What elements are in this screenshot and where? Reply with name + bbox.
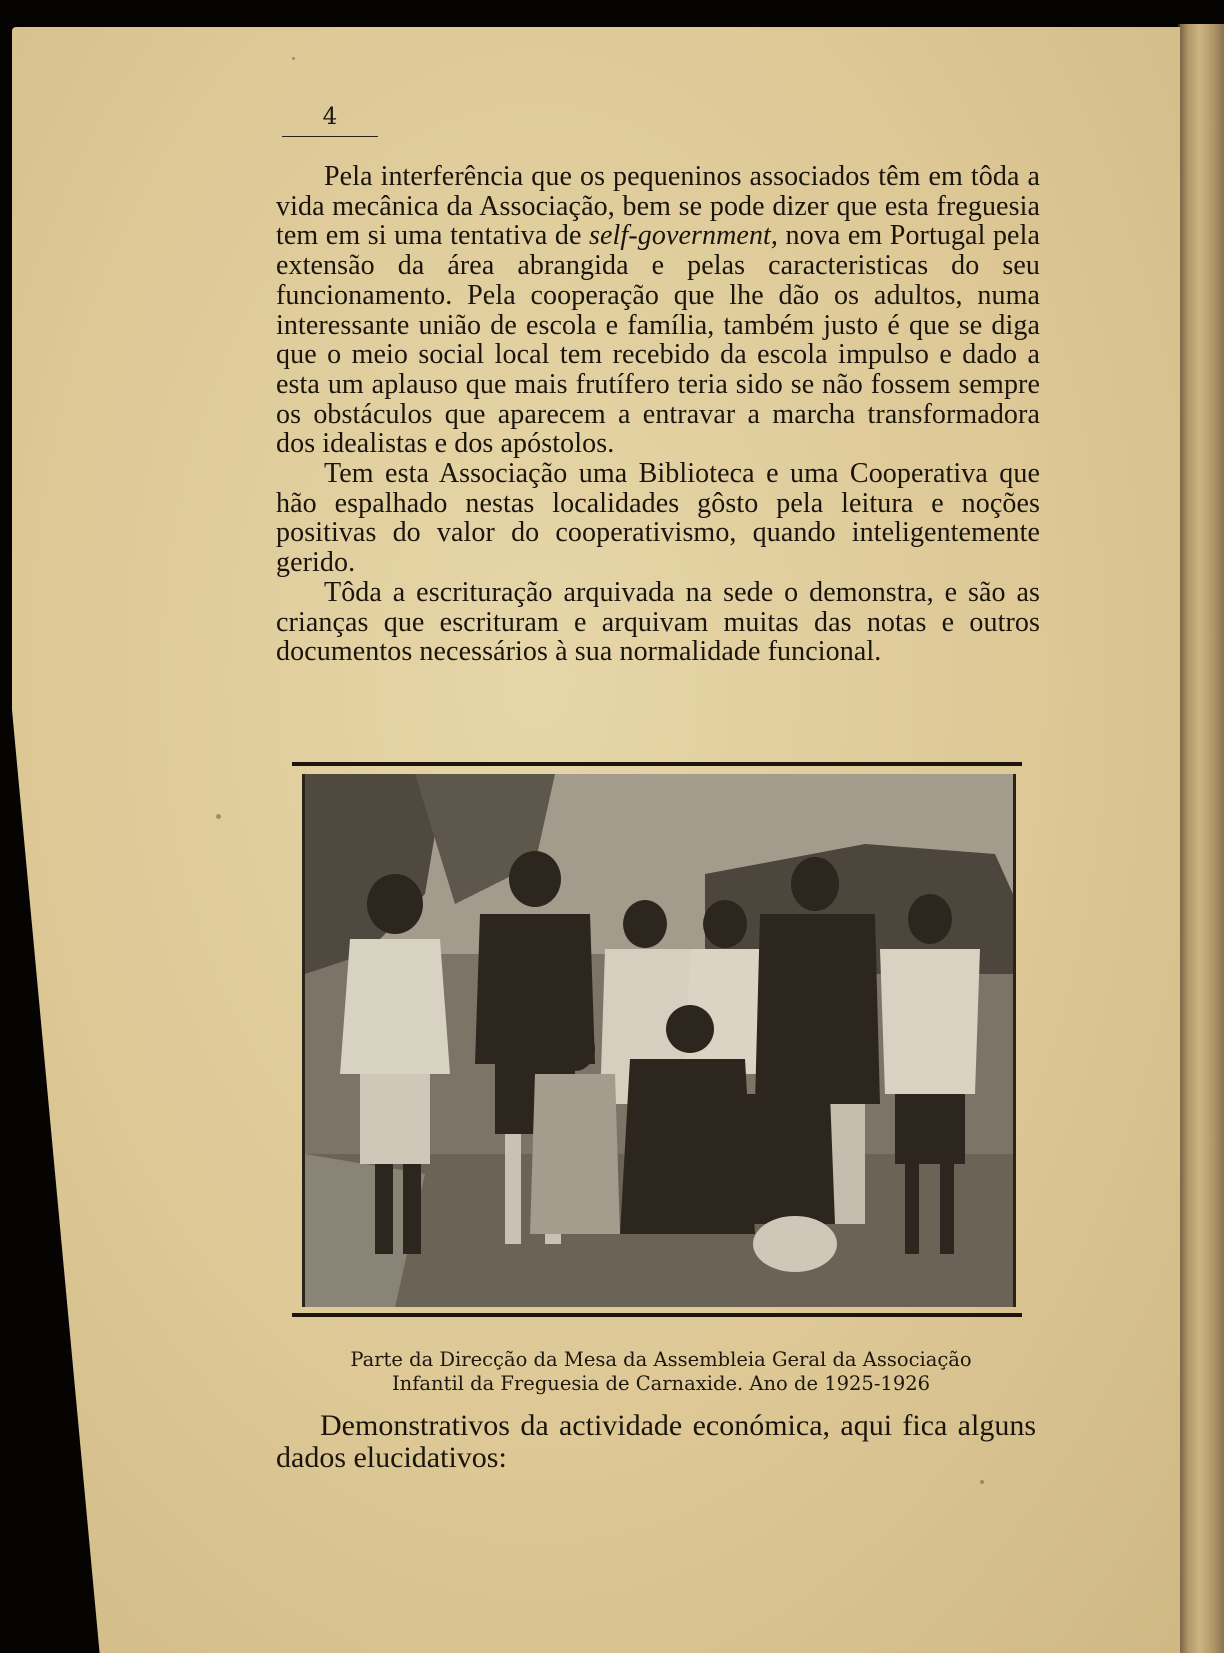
- closing-paragraph: Demonstrativos da actividade económica, aqui fica alguns dados elucidativos:: [276, 1409, 1036, 1474]
- self-government-term: self-government,: [589, 220, 779, 252]
- paper-spot: [216, 814, 221, 819]
- caption-line-1: Parte da Direcção da Mesa da Assembleia Geral da Associação: [350, 1348, 972, 1371]
- paragraph-3: Tôda a escrituração arquivada na sede o demonstra, e são as crianças que escrituram e arquivam muitas das notas e outros documentos necessários à sua normalidade funcional.: [276, 576, 1040, 668]
- paragraph-1-part-a: Pela interferência que os pequeninos associados têm em tôda a vida mecânica da Associação, bem se pode dizer que esta freguesia tem em si uma tentativa de: [276, 161, 1040, 252]
- paragraph-1: [276, 162, 1040, 459]
- closing-text: [276, 1410, 1036, 1474]
- photo-caption: [300, 1348, 1022, 1396]
- paper-spot: [980, 1480, 984, 1484]
- body-text: [276, 162, 1040, 667]
- group-photograph: [302, 774, 1016, 1307]
- paragraph-1-part-b: nova em Portugal pela extensão da área abrangida e pelas caracteristicas do seu funcionamento. Pela cooperação que lhe dão os adultos, numa interessante união de escola e família, também justo é que se diga que o meio social local tem recebido da escola impulso e dado a esta um aplauso que mais frutífero teria sido se não fossem sempre os obstáculos que aparecem a entravar a marcha transformadora dos idealistas e dos apóstolos.: [276, 220, 1040, 460]
- page-number: 4: [282, 104, 378, 137]
- photo-frame: [292, 762, 1022, 1317]
- paragraph-2: Tem esta Associação uma Biblioteca e uma Cooperativa que hão espalhado nestas localidades gôsto pela leitura e noções positivas do valor do cooperativismo, quando inteligentemente gerido.: [276, 458, 1040, 579]
- paper-spot: [292, 57, 295, 60]
- group-photograph-illustration: [305, 774, 1013, 1307]
- caption-line-2: Infantil da Freguesia de Carnaxide. Ano de 1925-1926: [391, 1372, 931, 1395]
- next-page-edge: [1178, 24, 1224, 1653]
